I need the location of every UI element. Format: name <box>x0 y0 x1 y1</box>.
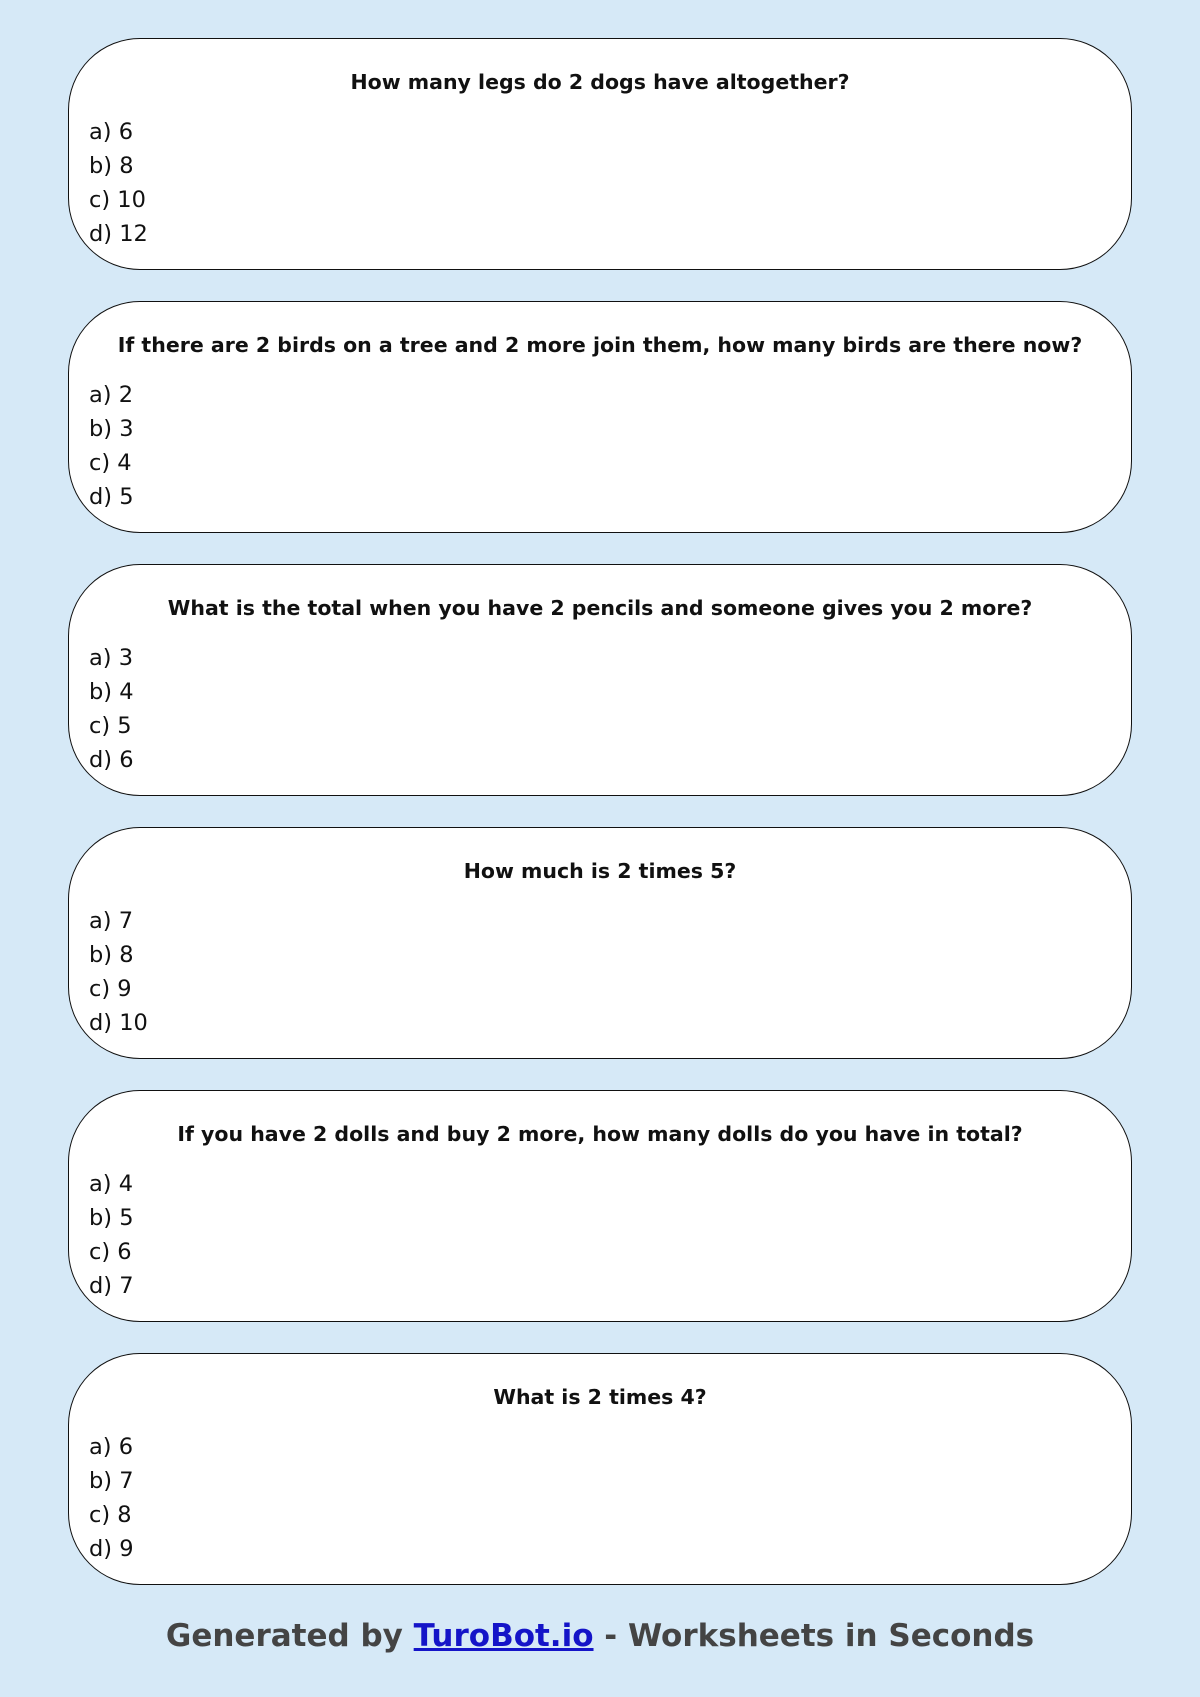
footer <box>0 1618 1200 1654</box>
options-list <box>89 115 1111 251</box>
question-text: What is 2 times 4? <box>493 1385 707 1409</box>
question-card-2 <box>68 301 1132 533</box>
option-c: c) 9 <box>89 976 132 1002</box>
option-b: b) 5 <box>89 1205 134 1231</box>
option-c: c) 4 <box>89 450 132 476</box>
footer-prefix: Generated by <box>165 1618 414 1654</box>
option-c: c) 8 <box>89 1502 132 1528</box>
option-d: d) 12 <box>89 221 148 247</box>
option-c: c) 10 <box>89 187 146 213</box>
question-text: How many legs do 2 dogs have altogether? <box>350 70 850 94</box>
footer-suffix: - Worksheets in Seconds <box>593 1618 1035 1654</box>
question-text: How much is 2 times 5? <box>463 859 737 883</box>
option-a: a) 6 <box>89 1434 134 1460</box>
options-list <box>89 378 1111 514</box>
option-d: d) 5 <box>89 484 134 510</box>
worksheet <box>68 38 1132 1616</box>
option-b: b) 3 <box>89 416 134 442</box>
option-d: d) 7 <box>89 1273 134 1299</box>
option-d: d) 6 <box>89 747 134 773</box>
option-a: a) 2 <box>89 382 134 408</box>
question-text: If you have 2 dolls and buy 2 more, how many dolls do you have in total? <box>177 1122 1023 1146</box>
option-a: a) 7 <box>89 908 134 934</box>
option-a: a) 6 <box>89 119 134 145</box>
question-text: If there are 2 birds on a tree and 2 more join them, how many birds are there now? <box>117 333 1083 357</box>
options-list <box>89 641 1111 777</box>
option-c: c) 6 <box>89 1239 132 1265</box>
option-c: c) 5 <box>89 713 132 739</box>
options-list <box>89 1430 1111 1566</box>
option-b: b) 4 <box>89 679 134 705</box>
options-list <box>89 904 1111 1040</box>
question-card-3 <box>68 564 1132 796</box>
option-b: b) 8 <box>89 153 134 179</box>
option-b: b) 7 <box>89 1468 134 1494</box>
options-list <box>89 1167 1111 1303</box>
option-b: b) 8 <box>89 942 134 968</box>
turobot-link[interactable]: TuroBot.io <box>413 1618 594 1654</box>
question-text: What is the total when you have 2 pencils and someone gives you 2 more? <box>167 596 1033 620</box>
question-card-5 <box>68 1090 1132 1322</box>
question-card-6 <box>68 1353 1132 1585</box>
option-a: a) 3 <box>89 645 134 671</box>
question-card-4 <box>68 827 1132 1059</box>
option-a: a) 4 <box>89 1171 134 1197</box>
option-d: d) 9 <box>89 1536 134 1562</box>
question-card-1 <box>68 38 1132 270</box>
option-d: d) 10 <box>89 1010 148 1036</box>
